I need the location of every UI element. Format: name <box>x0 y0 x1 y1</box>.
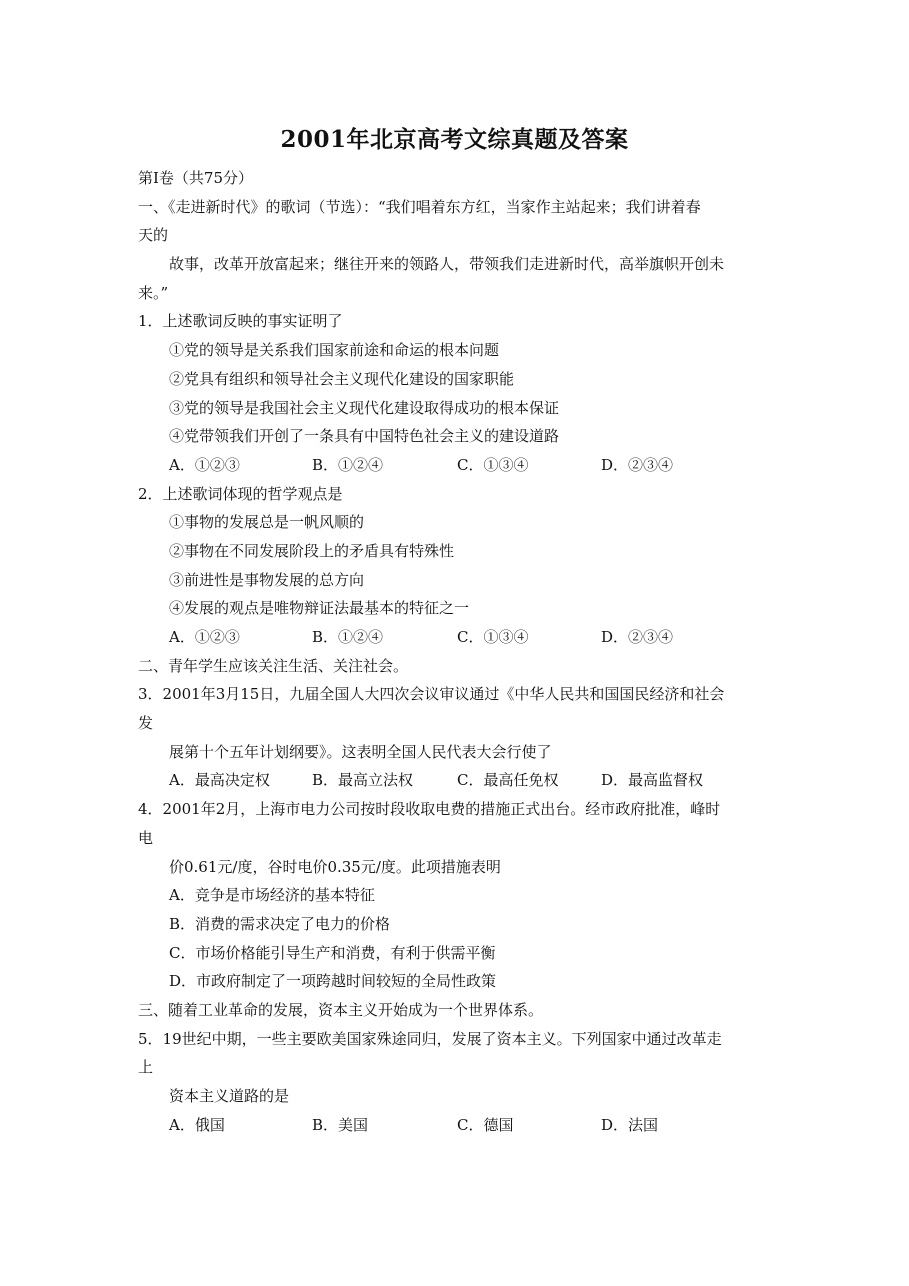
question-1-item: ②党具有组织和领导社会主义现代化建设的国家职能 <box>169 369 515 388</box>
option-d: D．②③④ <box>601 455 674 474</box>
option-b: B．消费的需求决定了电力的价格 <box>169 914 391 933</box>
option-d: D．市政府制定了一项跨越时间较短的全局性政策 <box>169 972 497 991</box>
option-b: B．①②④ <box>312 455 384 474</box>
question-3-stem-line: 展第十个五年计划纲要》。这表明全国人民代表大会行使了 <box>169 742 552 761</box>
part1-intro-line: 故事，改革开放富起来；继往开来的领路人，带领我们走进新时代，高举旗帜开创未 <box>169 255 725 274</box>
section-header: 第Ⅰ卷（共75分） <box>138 169 254 187</box>
question-1-item: ④党带领我们开创了一条具有中国特色社会主义的建设道路 <box>169 427 560 446</box>
document-title: 2001年北京高考文综真题及答案 <box>280 126 629 153</box>
question-2-item: ③前进性是事物发展的总方向 <box>169 570 365 589</box>
question-3-stem-line: 3．2001年3月15日，九届全国人大四次会议审议通过《中华人民共和国国民经济和社会 <box>138 685 725 704</box>
part1-intro-line: 来。” <box>138 283 169 302</box>
question-3-stem-line: 发 <box>138 714 154 733</box>
question-1-options <box>138 451 778 480</box>
option-a: A．最高决定权 <box>169 771 270 790</box>
document-body <box>138 164 778 1139</box>
option-a: A．①②③ <box>169 455 240 474</box>
question-5-stem-line: 上 <box>138 1058 154 1077</box>
option-c: C．最高任免权 <box>457 771 559 790</box>
option-b: B．最高立法权 <box>312 771 414 790</box>
question-2-item: ①事物的发展总是一帆风顺的 <box>169 513 365 532</box>
question-2-item: ④发展的观点是唯物辩证法最基本的特征之一 <box>169 599 470 618</box>
question-4-stem-line: 4．2001年2月，上海市电力公司按时段收取电费的措施正式出台。经市政府批准，峰时 <box>138 800 721 819</box>
question-2-stem: 2．上述歌词体现的哲学观点是 <box>138 484 343 503</box>
question-4-stem-line: 电 <box>138 828 154 847</box>
option-d: D．法国 <box>601 1115 659 1134</box>
question-2-item: ②事物在不同发展阶段上的矛盾具有特殊性 <box>169 541 455 560</box>
option-a: A．竞争是市场经济的基本特征 <box>169 886 375 905</box>
question-5-options <box>138 1111 778 1140</box>
part3-intro: 三、随着工业革命的发展，资本主义开始成为一个世界体系。 <box>138 1000 544 1019</box>
option-b: B．①②④ <box>312 628 384 646</box>
option-c: C．德国 <box>457 1115 514 1134</box>
question-1-item: ①党的领导是关系我们国家前途和命运的根本问题 <box>169 341 500 360</box>
option-d: D．最高监督权 <box>601 771 704 790</box>
part1-intro-line: 一、《走进新时代》的歌词（节选）：“我们唱着东方红，当家作主站起来；我们讲着春 <box>138 197 701 216</box>
part1-intro-line: 天的 <box>138 226 169 245</box>
option-c: C．市场价格能引导生产和消费，有利于供需平衡 <box>169 943 496 962</box>
option-c: C．①③④ <box>457 628 529 646</box>
part2-intro: 二、青年学生应该关注生活、关注社会。 <box>138 656 409 675</box>
question-5-stem-line: 5．19世纪中期，一些主要欧美国家殊途同归，发展了资本主义。下列国家中通过改革走 <box>138 1029 722 1048</box>
option-a: A．①②③ <box>169 628 240 646</box>
question-5-stem-line: 资本主义道路的是 <box>169 1087 290 1105</box>
option-b: B．美国 <box>312 1115 369 1134</box>
option-a: A．俄国 <box>169 1115 225 1134</box>
question-1-stem: 1．上述歌词反映的事实证明了 <box>138 312 343 331</box>
question-4-stem-line: 价0.61元/度，谷时电价0.35元/度。此项措施表明 <box>169 857 501 876</box>
question-3-options <box>138 766 778 795</box>
option-c: C．①③④ <box>457 455 529 474</box>
question-1-item: ③党的领导是我国社会主义现代化建设取得成功的根本保证 <box>169 398 560 417</box>
question-2-options <box>138 623 778 652</box>
option-d: D．②③④ <box>601 628 674 646</box>
